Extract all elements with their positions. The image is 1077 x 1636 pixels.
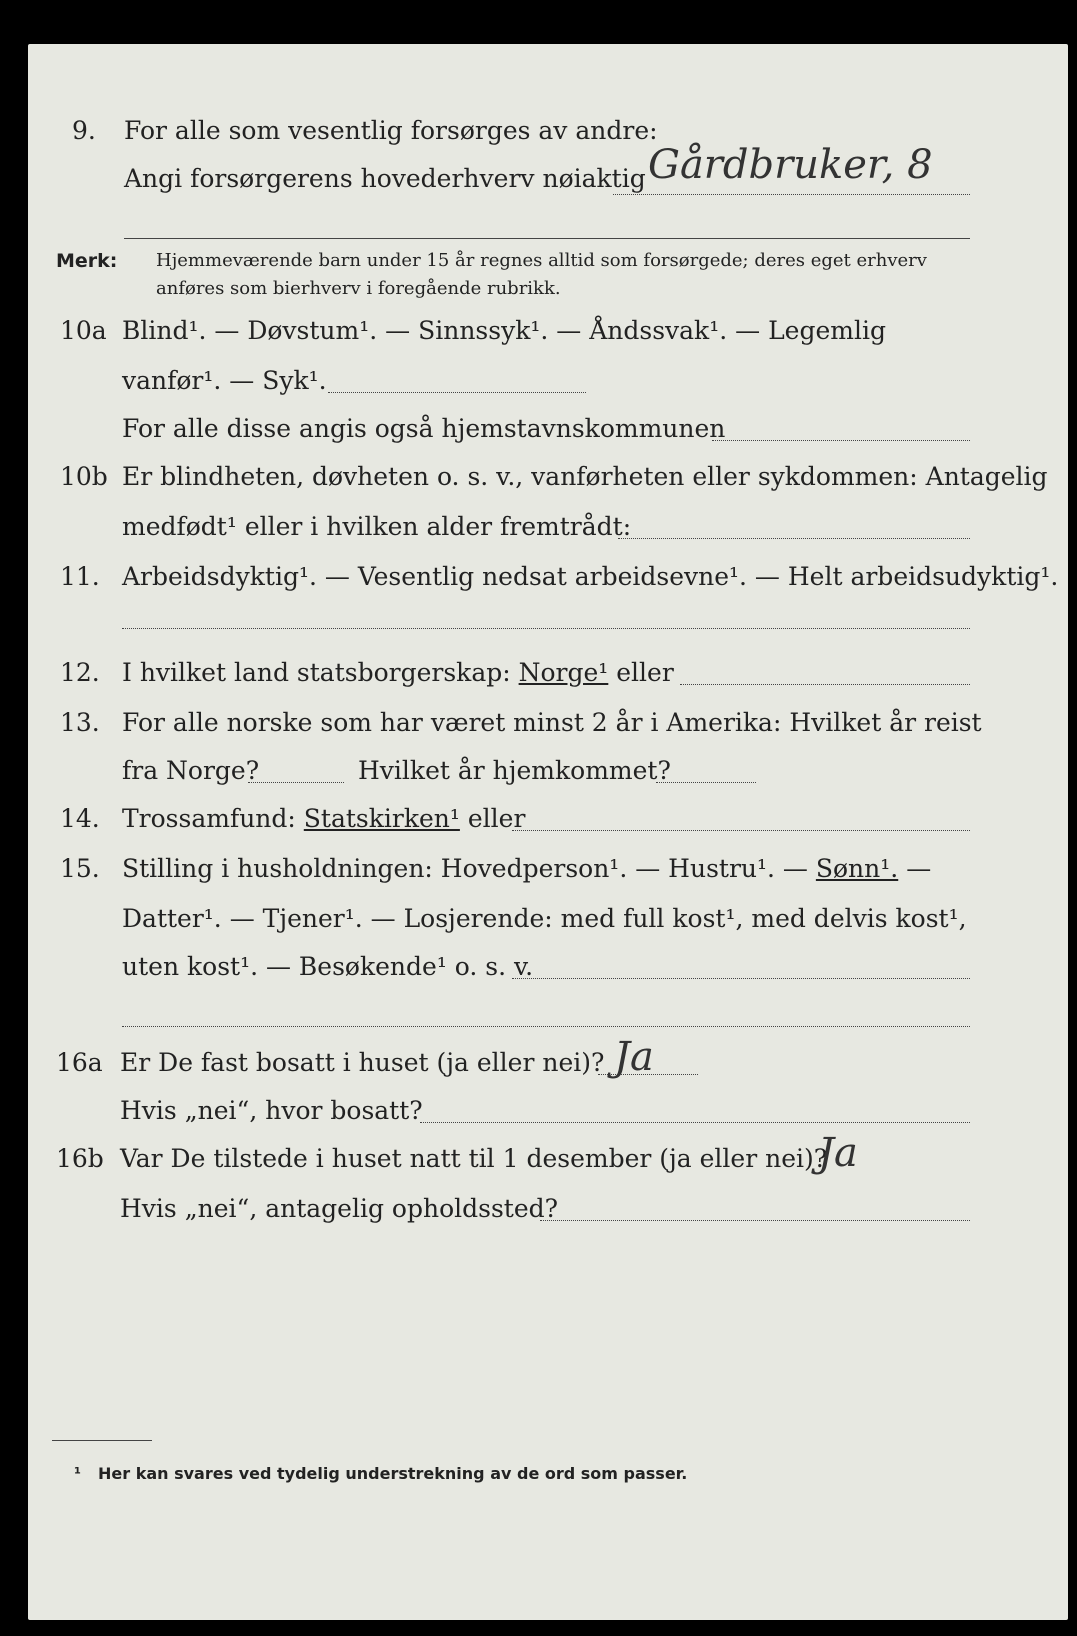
q16b-line1: Var De tilstede i huset natt til 1 desember (ja eller nei)?: [120, 1144, 828, 1173]
q15-extra-blank: [122, 1026, 970, 1027]
q12-text: [122, 658, 674, 687]
q14-post: eller: [467, 804, 526, 833]
q15-number: 15.: [60, 854, 100, 883]
q10b-line2: medfødt¹ eller i hvilken alder fremtrådt:: [122, 512, 632, 541]
q13-line2a: fra Norge?: [122, 756, 260, 785]
q10a-line2: vanfør¹. — Syk¹.: [122, 366, 327, 395]
merk-label: Merk:: [56, 250, 118, 272]
q16a-number: 16a: [56, 1048, 103, 1077]
q11-line1: Arbeidsdyktig¹. — Vesentlig nedsat arbeidsevne¹. — Helt arbeidsudyktig¹.: [122, 562, 1059, 591]
q16a-line1: Er De fast bosatt i huset (ja eller nei)?: [120, 1048, 605, 1077]
q10b-line1: Er blindheten, døvheten o. s. v., vanførheten eller sykdommen: Antagelig: [122, 462, 1048, 491]
q16b-number: 16b: [56, 1144, 104, 1173]
q16a-handwritten-answer: Ja: [614, 1034, 654, 1080]
q10b-blank: [618, 538, 970, 539]
q10a-line3-blank: [712, 440, 970, 441]
q9-answer-line: [613, 194, 970, 195]
merk-line1: Hjemmeværende barn under 15 år regnes alltid som forsørgede; deres eget erhverv: [156, 250, 927, 271]
q15-line2: Datter¹. — Tjener¹. — Losjerende: med full kost¹, med delvis kost¹,: [122, 904, 967, 933]
q13-year-left-blank: [248, 782, 344, 783]
divider: [124, 238, 970, 239]
q13-line2b: Hvilket år hjemkommet?: [358, 756, 671, 785]
q9-number: 9.: [72, 116, 96, 145]
q14-blank: [512, 830, 970, 831]
q14-text: [122, 804, 525, 833]
q15-line1: [122, 854, 931, 883]
footnote-text: Her kan svares ved tydelig understrekning av de ord som passer.: [98, 1464, 688, 1483]
q14-statskirken: Statskirken¹: [303, 804, 460, 833]
q15-blank: [512, 978, 970, 979]
census-form-page: [28, 44, 1068, 1620]
q11-blank: [122, 628, 970, 629]
q10b-number: 10b: [60, 462, 108, 491]
q9-handwritten-answer: Gårdbruker, 8: [648, 142, 933, 188]
q13-line1: For alle norske som har været minst 2 år i Amerika: Hvilket år reist: [122, 708, 982, 737]
q16a-line2: Hvis „nei“, hvor bosatt?: [120, 1096, 423, 1125]
q13-year-returned-blank: [656, 782, 756, 783]
q12-blank: [680, 684, 970, 685]
q13-number: 13.: [60, 708, 100, 737]
q12-norge: Norge¹: [518, 658, 609, 687]
q9-line1: For alle som vesentlig forsørges av andre:: [124, 116, 658, 145]
q12-pre: I hvilket land statsborgerskap:: [122, 658, 511, 687]
q15-line1-pre: Stilling i husholdningen: Hovedperson¹. — Hustru¹. —: [122, 854, 808, 883]
q12-number: 12.: [60, 658, 100, 687]
q15-line3: uten kost¹. — Besøkende¹ o. s. v.: [122, 952, 534, 981]
q14-number: 14.: [60, 804, 100, 833]
q12-post: eller: [616, 658, 674, 687]
footnote-rule: [52, 1440, 152, 1441]
q15-sonn: Sønn¹.: [815, 854, 899, 883]
q16a-blank: [420, 1122, 970, 1123]
footnote-mark: ¹: [74, 1464, 82, 1483]
q10a-line1: Blind¹. — Døvstum¹. — Sinnssyk¹. — Åndssvak¹. — Legemlig: [122, 316, 886, 345]
q11-number: 11.: [60, 562, 100, 591]
q16b-handwritten-answer: Ja: [818, 1130, 858, 1176]
q10a-line3: For alle disse angis også hjemstavnskommunen: [122, 414, 726, 443]
q16b-line2: Hvis „nei“, antagelig opholdssted?: [120, 1194, 559, 1223]
merk-line2: anføres som bierhverv i foregående rubrikk.: [156, 278, 561, 299]
q10a-line2-blank: [328, 392, 586, 393]
q10a-number: 10a: [60, 316, 107, 345]
q9-line2: Angi forsørgerens hovederhverv nøiaktig: [124, 164, 646, 193]
q15-line1-post: —: [906, 854, 932, 883]
q14-pre: Trossamfund:: [122, 804, 296, 833]
q16b-blank: [540, 1220, 970, 1221]
